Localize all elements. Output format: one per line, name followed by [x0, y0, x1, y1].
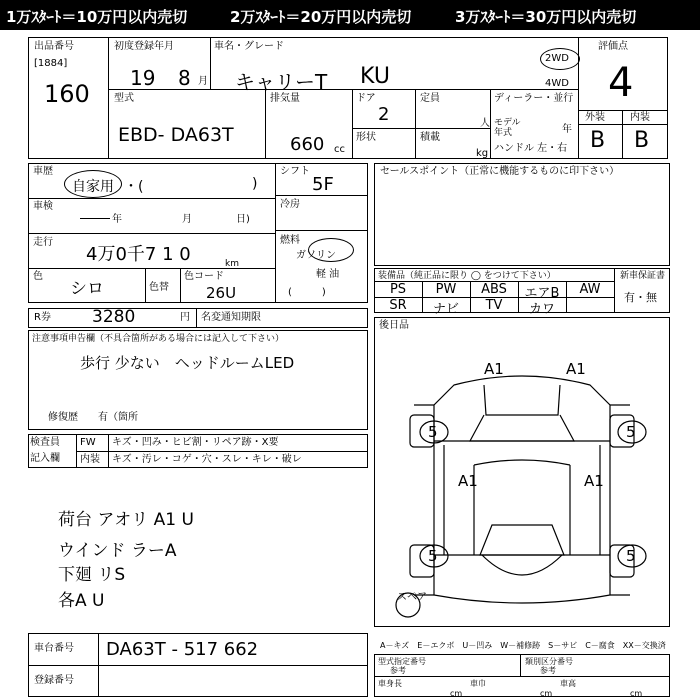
drive-4wd: 4WD — [545, 78, 569, 89]
notes-label: 注意事項申告欄（不具合箇所がある場合には記入して下さい） — [32, 334, 285, 344]
door-label: ドア — [356, 93, 376, 104]
color-tone-label: 色替 — [149, 282, 169, 293]
capacity-unit: 人 — [480, 118, 490, 129]
recycle-section — [28, 308, 368, 328]
fuel-value: ガソリン — [296, 250, 336, 261]
shift-label: シフト — [280, 166, 310, 177]
diagram-mark-rl-wheel: 5 — [428, 547, 438, 565]
inspector-fw-items: キズ・凹み・ヒビ割・リペア跡・X要 — [112, 437, 279, 448]
inspection-label: 車検 — [33, 201, 53, 212]
shift-value: 5F — [312, 174, 334, 195]
capacity-label: 定員 — [420, 93, 440, 104]
history-circle — [64, 170, 122, 198]
foot-length: 車身長 — [378, 679, 402, 688]
car-label: 車名・グレード — [214, 41, 284, 52]
diagram-mark-rr-wheel: 5 — [626, 547, 636, 565]
lot-label: 出品番号 — [34, 41, 74, 52]
sales-points-section — [374, 163, 670, 266]
warranty-value: 有・無 — [624, 291, 657, 304]
foot-ref2: 参考 — [540, 666, 556, 675]
recycle-notice: 名変通知期限 — [201, 312, 261, 323]
equip-sr: SR — [389, 298, 407, 313]
reg-month-unit: 月 — [198, 76, 208, 87]
displacement-unit: cc — [334, 144, 345, 155]
car-name: キャリーT — [235, 70, 328, 94]
model-label: 型式 — [114, 93, 134, 104]
registration-label: 登録番号 — [34, 675, 74, 686]
displacement-value: 660 — [290, 134, 325, 155]
fuel-paren: ( ) — [288, 287, 326, 298]
foot-class-no: 類別区分番号 — [525, 657, 573, 666]
foot-cm1: cm — [450, 689, 463, 698]
drive-2wd: 2WD — [545, 53, 569, 64]
equipment-label: 装備品（純正品に限り ◯ をつけて下さい） — [378, 271, 556, 281]
mileage-unit: km — [225, 259, 239, 269]
score-value: 4 — [608, 60, 634, 106]
diagram-mark-right-side: A1 — [584, 472, 604, 490]
handnote-2: ウインド ラーA — [58, 541, 177, 561]
equip-aw: AW — [579, 282, 601, 297]
equip-navi: ナビ — [432, 302, 459, 317]
notes-repair: 修復歴 有（箇所 — [48, 412, 138, 423]
inspector-label2: 記入欄 — [30, 453, 60, 464]
reg-year: 19 — [130, 66, 156, 90]
fuel-circle — [308, 238, 354, 262]
dealer-year-unit: 年 — [562, 124, 572, 135]
handnote-3: 下廻 リS — [58, 565, 126, 585]
diagram-mark-fl-wheel: 5 — [428, 423, 438, 441]
history-value: 自家用 — [72, 179, 114, 195]
handnote-1: 荷台 アオリ A1 U — [58, 510, 194, 530]
lot-code: [1884] — [34, 58, 68, 69]
handnote-4: 各A U — [58, 591, 105, 611]
fuel-alt: 軽 油 — [316, 269, 340, 280]
ext-label: 外装 — [585, 112, 605, 123]
reg-month: 8 — [178, 66, 191, 90]
drive-circle — [540, 48, 580, 70]
lot-number: 160 — [44, 80, 90, 108]
dealer-year: 年式 — [494, 128, 513, 138]
equip-leather: カワ — [528, 302, 555, 317]
dealer-model: モデル — [494, 118, 521, 128]
dealer-handle: ハンドル 左・右 — [494, 143, 568, 154]
ext-value: B — [590, 128, 606, 153]
equip-airbag: エアB — [524, 286, 560, 301]
diagram-spare-label: スペア — [397, 592, 427, 603]
color-code: 26U — [206, 284, 237, 302]
damage-legend: A－キズ E－エクボ U－凹み W－補修跡 S－サビ C－腐食 XX－交換済 — [380, 641, 666, 650]
color-code-label: 色コード — [184, 271, 224, 282]
notes-text: 歩行 少ない ヘッドルームLED — [80, 354, 295, 372]
inspection-day-unit: 日) — [236, 214, 250, 225]
inspector-label1: 検査員 — [30, 437, 60, 448]
shape-label: 形状 — [356, 132, 376, 143]
header-text-2: 2万ｽﾀｰﾄ＝20万円以内売切 — [230, 8, 412, 26]
reg-label: 初度登録年月 — [114, 41, 174, 52]
score-label: 評価点 — [598, 41, 628, 52]
load-label: 積載 — [420, 132, 440, 143]
fuel-label: 燃料 — [280, 235, 300, 246]
warranty-label: 新車保証書 — [620, 271, 666, 281]
displacement-label: 排気量 — [270, 93, 300, 104]
attach-label: 後日品 — [379, 320, 409, 331]
equip-ps: PS — [389, 282, 407, 297]
equip-tv: TV — [485, 298, 503, 313]
door-value: 2 — [378, 104, 390, 125]
recycle-label: R券 — [34, 312, 51, 323]
inspection-month-unit: 月 — [182, 214, 192, 225]
recycle-unit: 円 — [180, 312, 190, 323]
foot-height: 車高 — [560, 679, 576, 688]
int-label: 内装 — [630, 112, 650, 123]
header-bar — [0, 0, 700, 30]
model-value: EBD- DA63T — [118, 124, 234, 146]
diagram-mark-left-side: A1 — [458, 472, 478, 490]
chassis-value: DA63T - 517 662 — [106, 639, 259, 660]
load-unit: kg — [476, 148, 489, 159]
color-label: 色 — [33, 271, 43, 282]
foot-width: 車巾 — [470, 679, 486, 688]
equip-pw: PW — [435, 282, 457, 297]
chassis-label: 車台番号 — [34, 643, 74, 654]
foot-cm3: cm — [630, 689, 643, 698]
diagram-mark-fr-wheel: 5 — [626, 423, 636, 441]
foot-ref1: 参考 — [390, 666, 406, 675]
int-value: B — [634, 128, 650, 153]
color-value: シロ — [70, 279, 104, 299]
history-rest: ・( — [124, 179, 144, 195]
inspector-fw: FW — [80, 437, 96, 448]
inspector-in-items: キズ・汚レ・コゲ・穴・スレ・キレ・破レ — [112, 454, 302, 465]
inspector-in: 内装 — [80, 454, 100, 465]
inspection-year-unit: 年 — [112, 214, 122, 225]
dealer-line1: ディーラー・並行 — [494, 93, 574, 104]
equip-abs: ABS — [481, 282, 507, 297]
foot-cm2: cm — [540, 689, 553, 698]
history-label: 車歴 — [33, 166, 53, 177]
history-close: ) — [252, 176, 258, 192]
recycle-value: 3280 — [92, 307, 136, 327]
car-diagram — [374, 345, 670, 625]
header-text-3: 3万ｽﾀｰﾄ＝30万円以内売切 — [455, 8, 637, 26]
header-text-1: 1万ｽﾀｰﾄ＝10万円以内売切 — [6, 8, 188, 26]
sales-points-label: セールスポイント（正常に機能するものに印下さい） — [380, 166, 620, 177]
car-grade: KU — [360, 64, 390, 89]
diagram-mark-front-right: A1 — [566, 360, 586, 378]
mileage-value: 4万0千7 1 0 — [86, 244, 191, 265]
mileage-label: 走行 — [33, 237, 53, 248]
foot-model-no: 型式指定番号 — [378, 657, 426, 666]
aircon-label: 冷房 — [280, 199, 300, 210]
diagram-mark-front-left: A1 — [484, 360, 504, 378]
